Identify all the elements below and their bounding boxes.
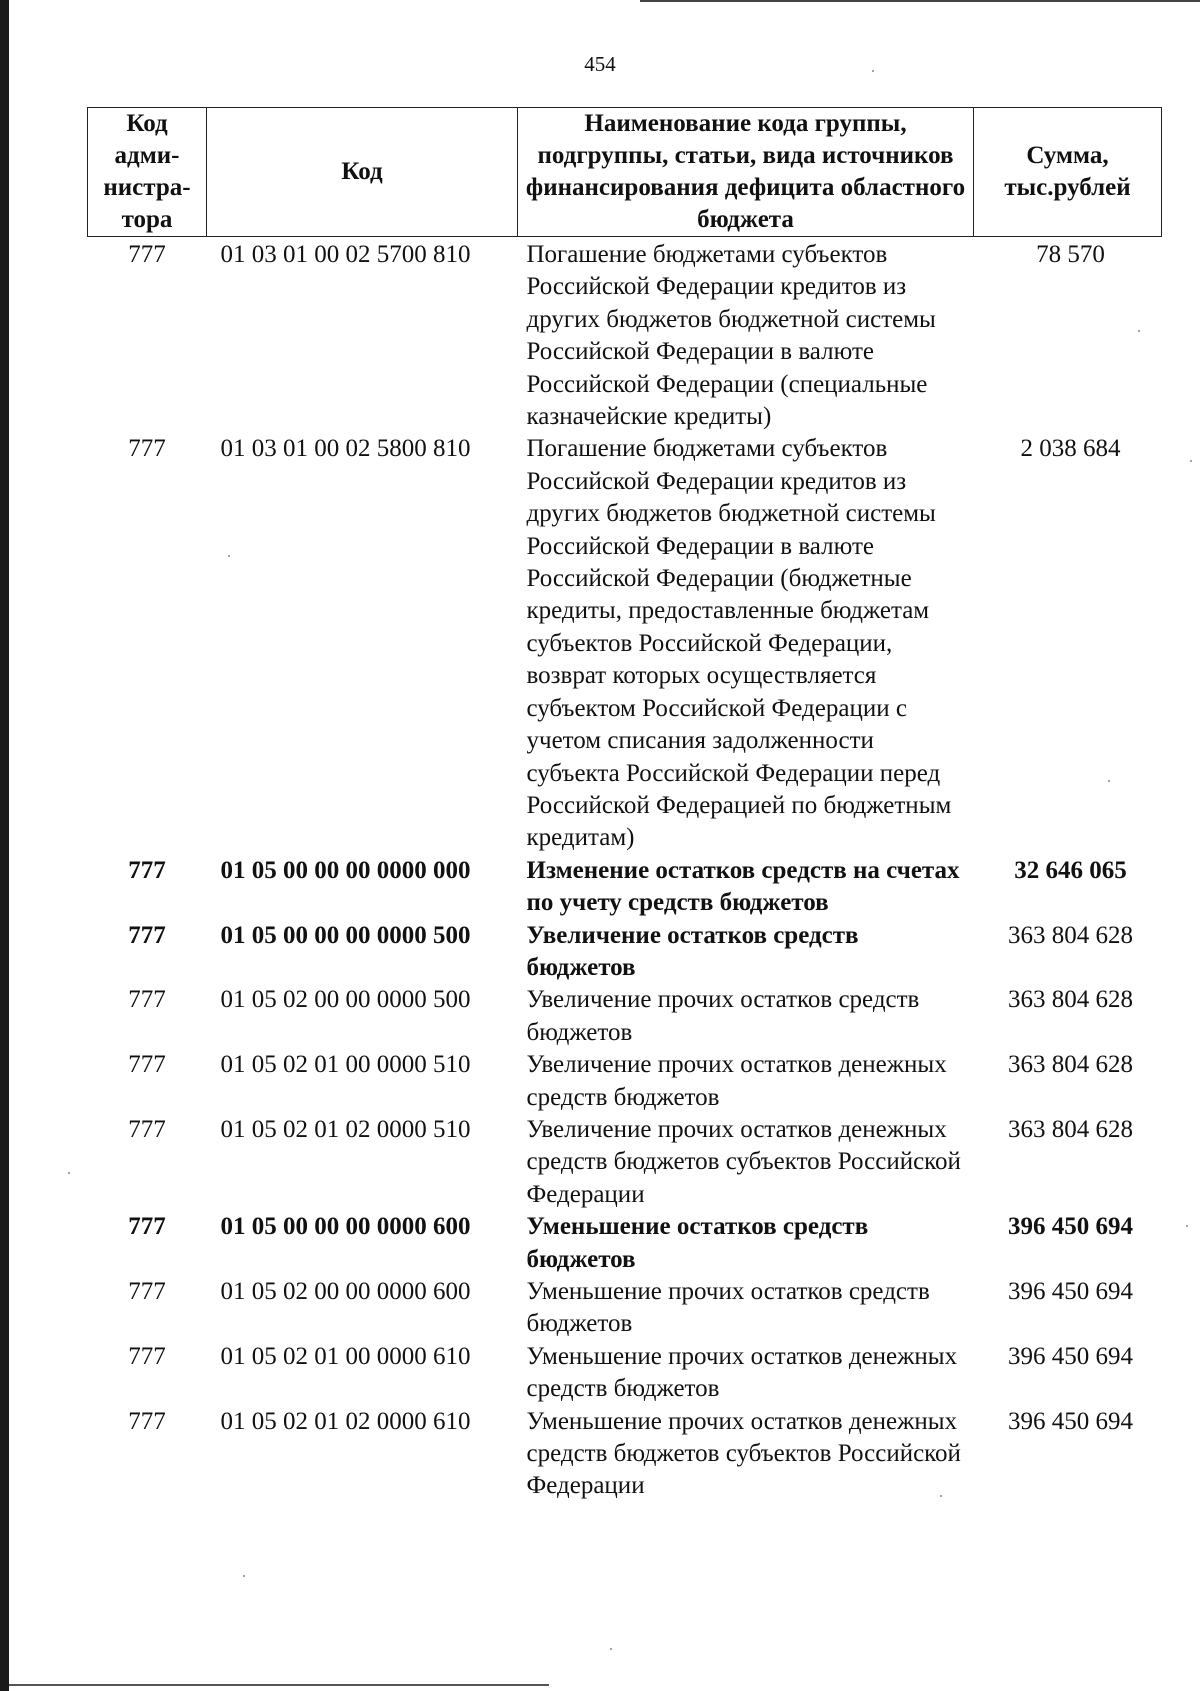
page-number: 454: [584, 52, 616, 76]
row-admin-code: 777: [128, 241, 166, 268]
row-name: Увеличение остатков средств бюджетов: [526, 921, 859, 981]
scan-speck: [1108, 780, 1110, 782]
row-name: Погашение бюджетами субъектов Российской Федерации кредитов из других бюджетов бюджетной системы Российской Федерации в валюте Российской Федерации (специальные казначейские кредиты): [526, 241, 936, 431]
table-row: [88, 1114, 1162, 1211]
row-amount: 396 450 694: [1008, 1213, 1133, 1241]
row-admin-code: 777: [128, 1278, 166, 1305]
scan-speck: [610, 1648, 612, 1650]
header-code: Код: [207, 108, 518, 237]
row-amount: 363 804 628: [1008, 1115, 1133, 1143]
row-code: 01 03 01 00 02 5800 810: [220, 435, 471, 463]
row-code: 01 05 02 01 02 0000 610: [220, 1407, 471, 1435]
row-name: Уменьшение остатков средств бюджетов: [526, 1213, 869, 1273]
row-name: Увеличение прочих остатков денежных средств бюджетов субъектов Российской Федерации: [526, 1115, 961, 1208]
table-row: [88, 984, 1162, 1049]
row-amount: 363 804 628: [1008, 921, 1133, 949]
row-amount: 363 804 628: [1008, 1051, 1133, 1079]
row-amount: 32 646 065: [1014, 856, 1127, 884]
sources-of-financing-table: [87, 107, 1162, 1503]
row-name: Уменьшение прочих остатков средств бюджетов: [526, 1278, 930, 1338]
row-amount: 396 450 694: [1008, 1342, 1133, 1370]
row-admin-code: 777: [128, 1342, 166, 1370]
scan-speck: [228, 555, 230, 557]
row-name: Уменьшение прочих остатков денежных средств бюджетов субъектов Российской Федерации: [526, 1407, 961, 1500]
row-code: 01 03 01 00 02 5700 810: [220, 241, 471, 268]
row-code: 01 05 00 00 00 0000 500: [220, 921, 471, 949]
row-admin-code: 777: [128, 435, 166, 463]
row-admin-code: 777: [128, 986, 166, 1014]
scan-speck: [68, 1172, 70, 1174]
row-name: Уменьшение прочих остатков денежных средств бюджетов: [526, 1342, 958, 1403]
scan-speck: [1190, 460, 1192, 462]
scan-edge-top: [640, 0, 1200, 2]
row-amount: 363 804 628: [1008, 986, 1133, 1014]
header-name: Наименование кода группы, подгруппы, статьи, вида источников финансирования дефицита областного бюджета: [518, 108, 974, 237]
table-row: [88, 1341, 1162, 1406]
header-admin-code: Код адми-нистра-тора: [88, 108, 207, 237]
table-row: [88, 855, 1162, 920]
scan-speck: [243, 1575, 245, 1577]
header-amount: Сумма, тыс.рублей: [974, 108, 1162, 237]
table-row: [88, 1049, 1162, 1114]
scan-speck: [1186, 1225, 1188, 1227]
row-admin-code: 777: [128, 856, 166, 884]
row-name: Погашение бюджетами субъектов Российской Федерации кредитов из других бюджетов бюджетной системы Российской Федерации в валюте Российской Федерации (бюджетные кредиты, предоставленные бюджетам субъектов Российской Федерации, возврат которых осуществляется субъектом Российской Федерации с учетом списания задолженности субъекта Российской Федерации перед Российской Федерацией по бюджетным кредитам): [526, 435, 952, 852]
table-row: [88, 237, 1162, 434]
row-code: 01 05 02 00 00 0000 500: [220, 986, 471, 1014]
row-name: Увеличение прочих остатков денежных средств бюджетов: [526, 1051, 947, 1111]
row-code: 01 05 00 00 00 0000 600: [220, 1213, 471, 1241]
table-row: [88, 1211, 1162, 1276]
row-name: Увеличение прочих остатков средств бюджетов: [526, 986, 920, 1046]
table-header-row: [88, 108, 1162, 237]
scan-speck: [940, 1495, 942, 1497]
row-admin-code: 777: [128, 1213, 166, 1241]
table-row: [88, 433, 1162, 854]
scan-edge-left: [0, 0, 9, 1691]
row-name: Изменение остатков средств на счетах по учету средств бюджетов: [526, 856, 960, 917]
table-row: [88, 920, 1162, 985]
table-row: [88, 1276, 1162, 1341]
row-code: 01 05 02 01 00 0000 610: [220, 1342, 471, 1370]
row-amount: 2 038 684: [1020, 435, 1121, 463]
row-code: 01 05 02 01 00 0000 510: [220, 1051, 471, 1079]
scan-edge-bottom: [9, 1684, 549, 1686]
row-amount: 396 450 694: [1008, 1278, 1133, 1305]
table-row: [88, 1406, 1162, 1503]
scan-speck: [1138, 330, 1140, 332]
row-code: 01 05 00 00 00 0000 000: [220, 856, 471, 884]
row-code: 01 05 02 00 00 0000 600: [220, 1278, 471, 1305]
row-admin-code: 777: [128, 1407, 166, 1435]
scan-speck: [872, 70, 874, 72]
row-admin-code: 777: [128, 1051, 166, 1079]
row-admin-code: 777: [128, 1115, 166, 1143]
row-admin-code: 777: [128, 921, 166, 949]
row-amount: 396 450 694: [1008, 1407, 1133, 1435]
row-amount: 78 570: [1036, 241, 1105, 268]
row-code: 01 05 02 01 02 0000 510: [220, 1115, 471, 1143]
